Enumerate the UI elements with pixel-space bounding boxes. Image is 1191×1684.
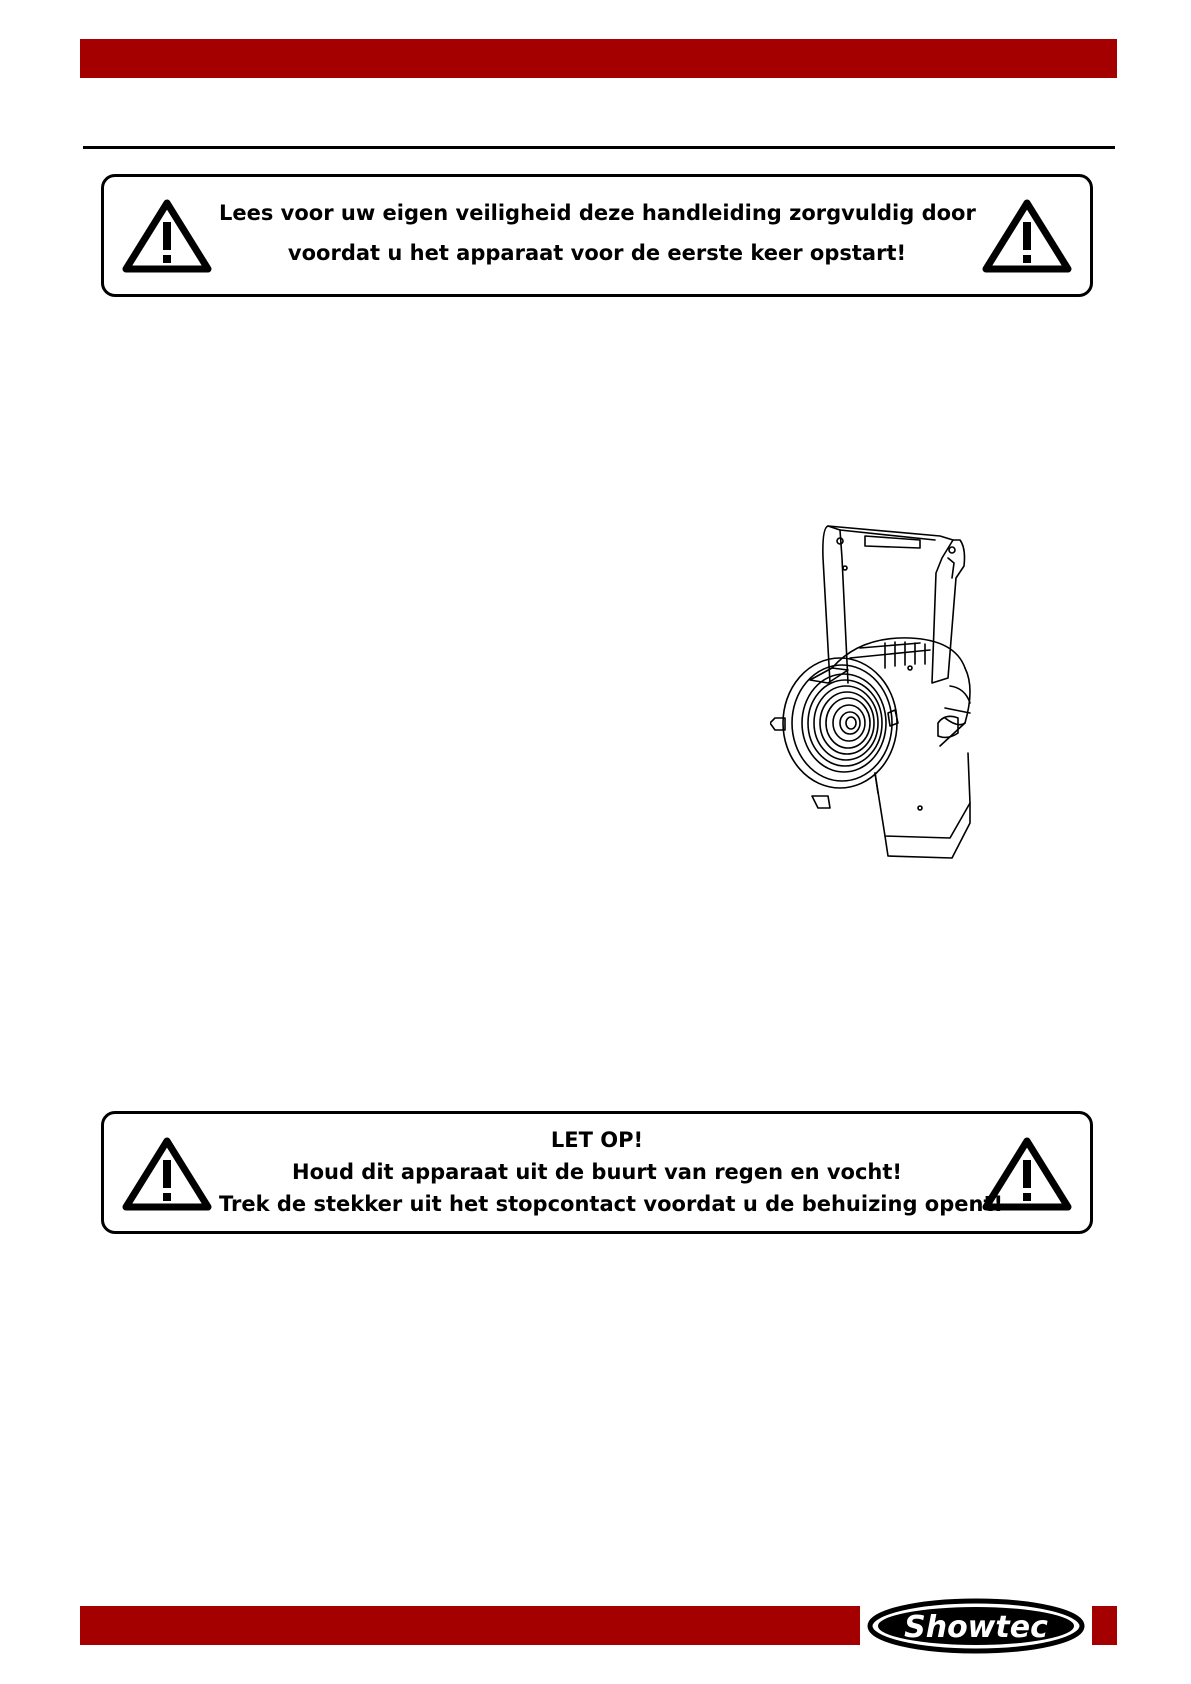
logo-text: Showtec [904, 1610, 1048, 1645]
footer-bar [80, 1606, 860, 1645]
warning-triangle-icon [981, 1136, 1073, 1212]
fresnel-spotlight-illustration [770, 518, 1020, 878]
warning-triangle-icon [121, 1136, 213, 1212]
warning-line: Houd dit apparaat uit de buurt van regen en vocht! [292, 1160, 902, 1184]
warning-line: LET OP! [550, 1128, 644, 1152]
caution-warning-text [219, 1124, 1004, 1220]
warning-line: voordat u het apparaat voor de eerste keer opstart! [287, 241, 907, 265]
warning-triangle-icon [981, 198, 1073, 274]
warning-triangle-icon [121, 198, 213, 274]
showtec-logo [866, 1598, 1086, 1654]
safety-warning-text [219, 193, 975, 273]
header-bar [80, 39, 1117, 78]
caution-warning-box [101, 1111, 1093, 1234]
safety-warning-box [101, 174, 1093, 297]
warning-line: Lees voor uw eigen veiligheid deze handleiding zorgvuldig door [219, 201, 976, 225]
footer-bar-end [1092, 1606, 1117, 1645]
header-divider [83, 146, 1115, 149]
warning-line: Trek de stekker uit het stopcontact voordat u de behuizing opent! [219, 1192, 1004, 1216]
